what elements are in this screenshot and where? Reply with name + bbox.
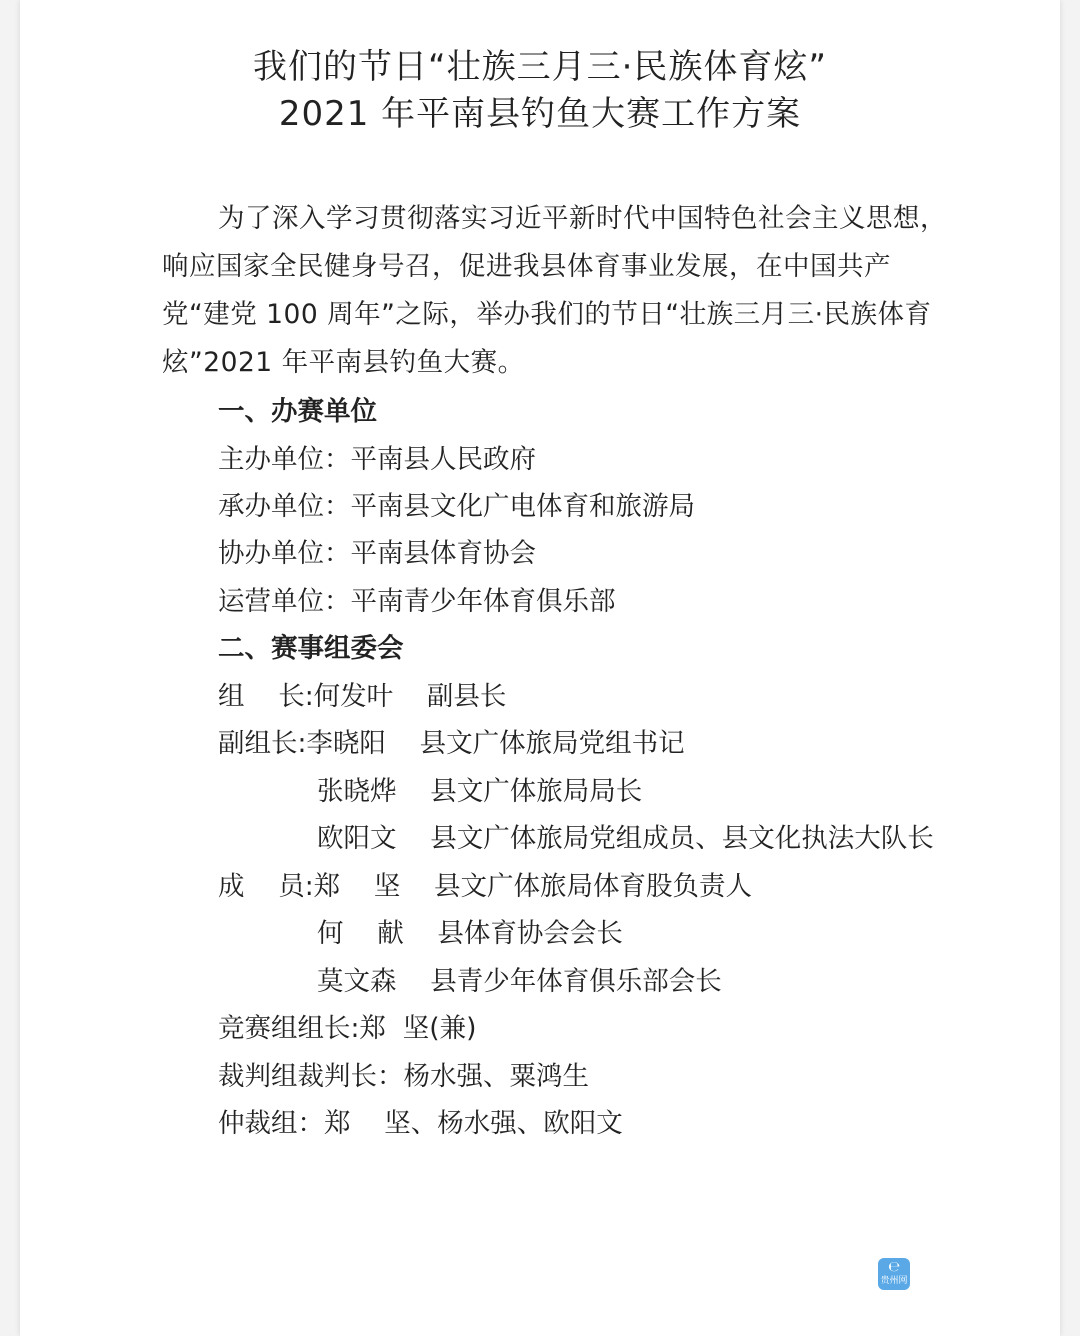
committee-line: 仲裁组：郑 坚、杨水强、欧阳文 [218,1108,623,1139]
committee-line: 莫文森 县青少年体育俱乐部会长 [317,966,722,997]
committee-line: 张晓烨 县文广体旅局局长 [317,776,643,807]
committee-line: 成 员:郑 坚 县文广体旅局体育股负责人 [218,871,753,902]
document-title-line1: 我们的节日“壮族三月三·民族体育炫” [252,47,828,87]
section2-heading: 二、赛事组委会 [218,633,404,664]
committee-line: 副组长:李晓阳 县文广体旅局党组书记 [218,728,685,759]
committee-line: 裁判组裁判长：杨水强、粟鸿生 [218,1061,589,1092]
watermark-logo-icon: ℮ [888,1259,900,1275]
organizer-undertaker: 承办单位：平南县文化广电体育和旅游局 [218,491,695,522]
intro-text: 为了深入学习贯彻落实习近平新时代中国特色社会主义思想，响应国家全民健身号召，促进我县体育事业发展，在中国共产党“建党 100 周年”之际，举办我们的节日“壮族三月三·民族体育炫”2021 年平南县钓鱼大赛。 [162,203,947,378]
committee-line: 竞赛组组长:郑 坚(兼) [218,1013,477,1044]
organizer-operator: 运营单位：平南青少年体育俱乐部 [218,586,616,617]
committee-line: 组 长:何发叶 副县长 [218,681,507,712]
organizer-coorganizer: 协办单位：平南县体育协会 [218,538,536,569]
watermark-logo [878,1258,910,1290]
section1-heading: 一、办赛单位 [218,396,377,427]
document-title-line2: 2021 年平南县钓鱼大赛工作方案 [278,94,802,134]
intro-paragraph [162,195,952,387]
committee-line: 欧阳文 县文广体旅局党组成员、县文化执法大队长 [317,823,934,854]
committee-line: 何 献 县体育协会会长 [317,918,623,949]
watermark-label: 贵州网 [880,1276,908,1286]
organizer-host: 主办单位：平南县人民政府 [218,444,536,475]
